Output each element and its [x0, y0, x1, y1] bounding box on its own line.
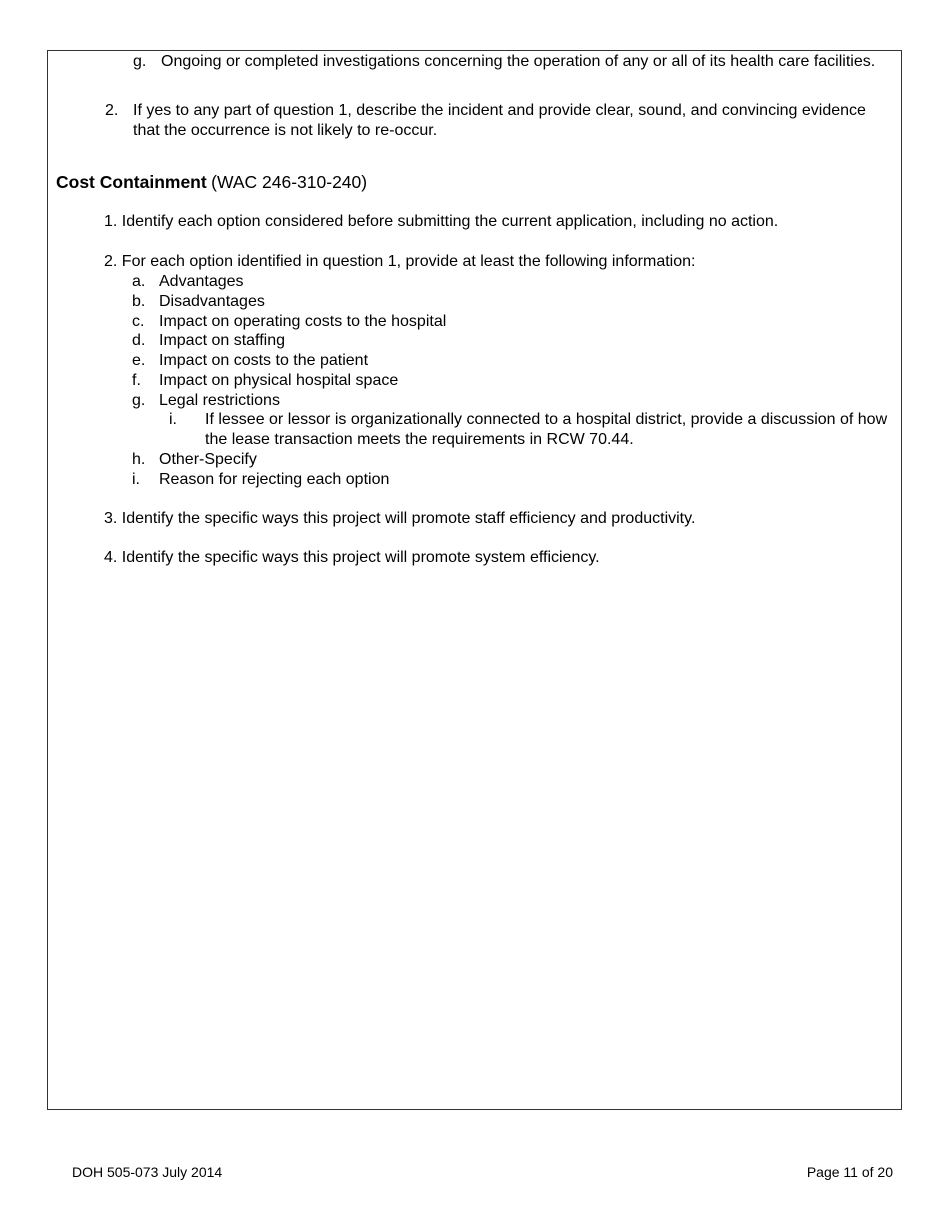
item-g-text: Ongoing or completed investigations concerning the operation of any or all of its health care facilities.	[161, 53, 876, 70]
q2-item-text: Other-Specify	[159, 451, 257, 468]
q2-item-marker: d.	[132, 332, 146, 349]
section-title: Cost Containment	[56, 172, 207, 192]
q2-item-marker: g.	[132, 392, 146, 409]
q2-item-text: Legal restrictions	[159, 392, 280, 409]
q2-sub-i-text: If lessee or lessor is organizationally connected to a hospital district, provide a discussion of how the lease transaction meets the requirements in RCW 70.44.	[205, 411, 888, 448]
document-border	[47, 50, 902, 1110]
item-2-marker: 2.	[105, 102, 119, 119]
footer-page-number: Page 11 of 20	[806, 1164, 893, 1180]
q2-item-marker: c.	[132, 313, 145, 330]
question-3: 3. Identify the specific ways this project will promote staff efficiency and productivity.	[104, 510, 696, 527]
q2-item-text: Advantages	[159, 273, 244, 290]
q2-item-text: Impact on staffing	[159, 332, 285, 349]
q2-item-marker: e.	[132, 352, 146, 369]
q2-item-text: Impact on operating costs to the hospital	[159, 313, 447, 330]
q2-item-marker: i.	[132, 471, 140, 488]
question-2: 2. For each option identified in question 1, provide at least the following information:	[104, 253, 696, 270]
question-4: 4. Identify the specific ways this project will promote system efficiency.	[104, 549, 600, 566]
q2-sub-i-marker: i.	[169, 411, 177, 428]
footer-form-id: DOH 505-073 July 2014	[72, 1164, 223, 1180]
q2-item-text: Disadvantages	[159, 293, 265, 310]
q2-item-marker: f.	[132, 372, 141, 389]
q2-item-marker: b.	[132, 293, 146, 310]
question-1: 1. Identify each option considered before submitting the current application, including no action.	[104, 213, 779, 230]
item-g-marker: g.	[133, 53, 147, 70]
item-2-text: If yes to any part of question 1, describe the incident and provide clear, sound, and convincing evidence that the occurrence is not likely to re-occur.	[133, 102, 866, 139]
q2-item-marker: h.	[132, 451, 146, 468]
section-reference: (WAC 246-310-240)	[211, 172, 368, 192]
q2-item-marker: a.	[132, 273, 146, 290]
section-heading	[56, 172, 367, 194]
q2-item-text: Impact on physical hospital space	[159, 372, 399, 389]
q2-item-text: Impact on costs to the patient	[159, 352, 369, 369]
q2-item-text: Reason for rejecting each option	[159, 471, 390, 488]
